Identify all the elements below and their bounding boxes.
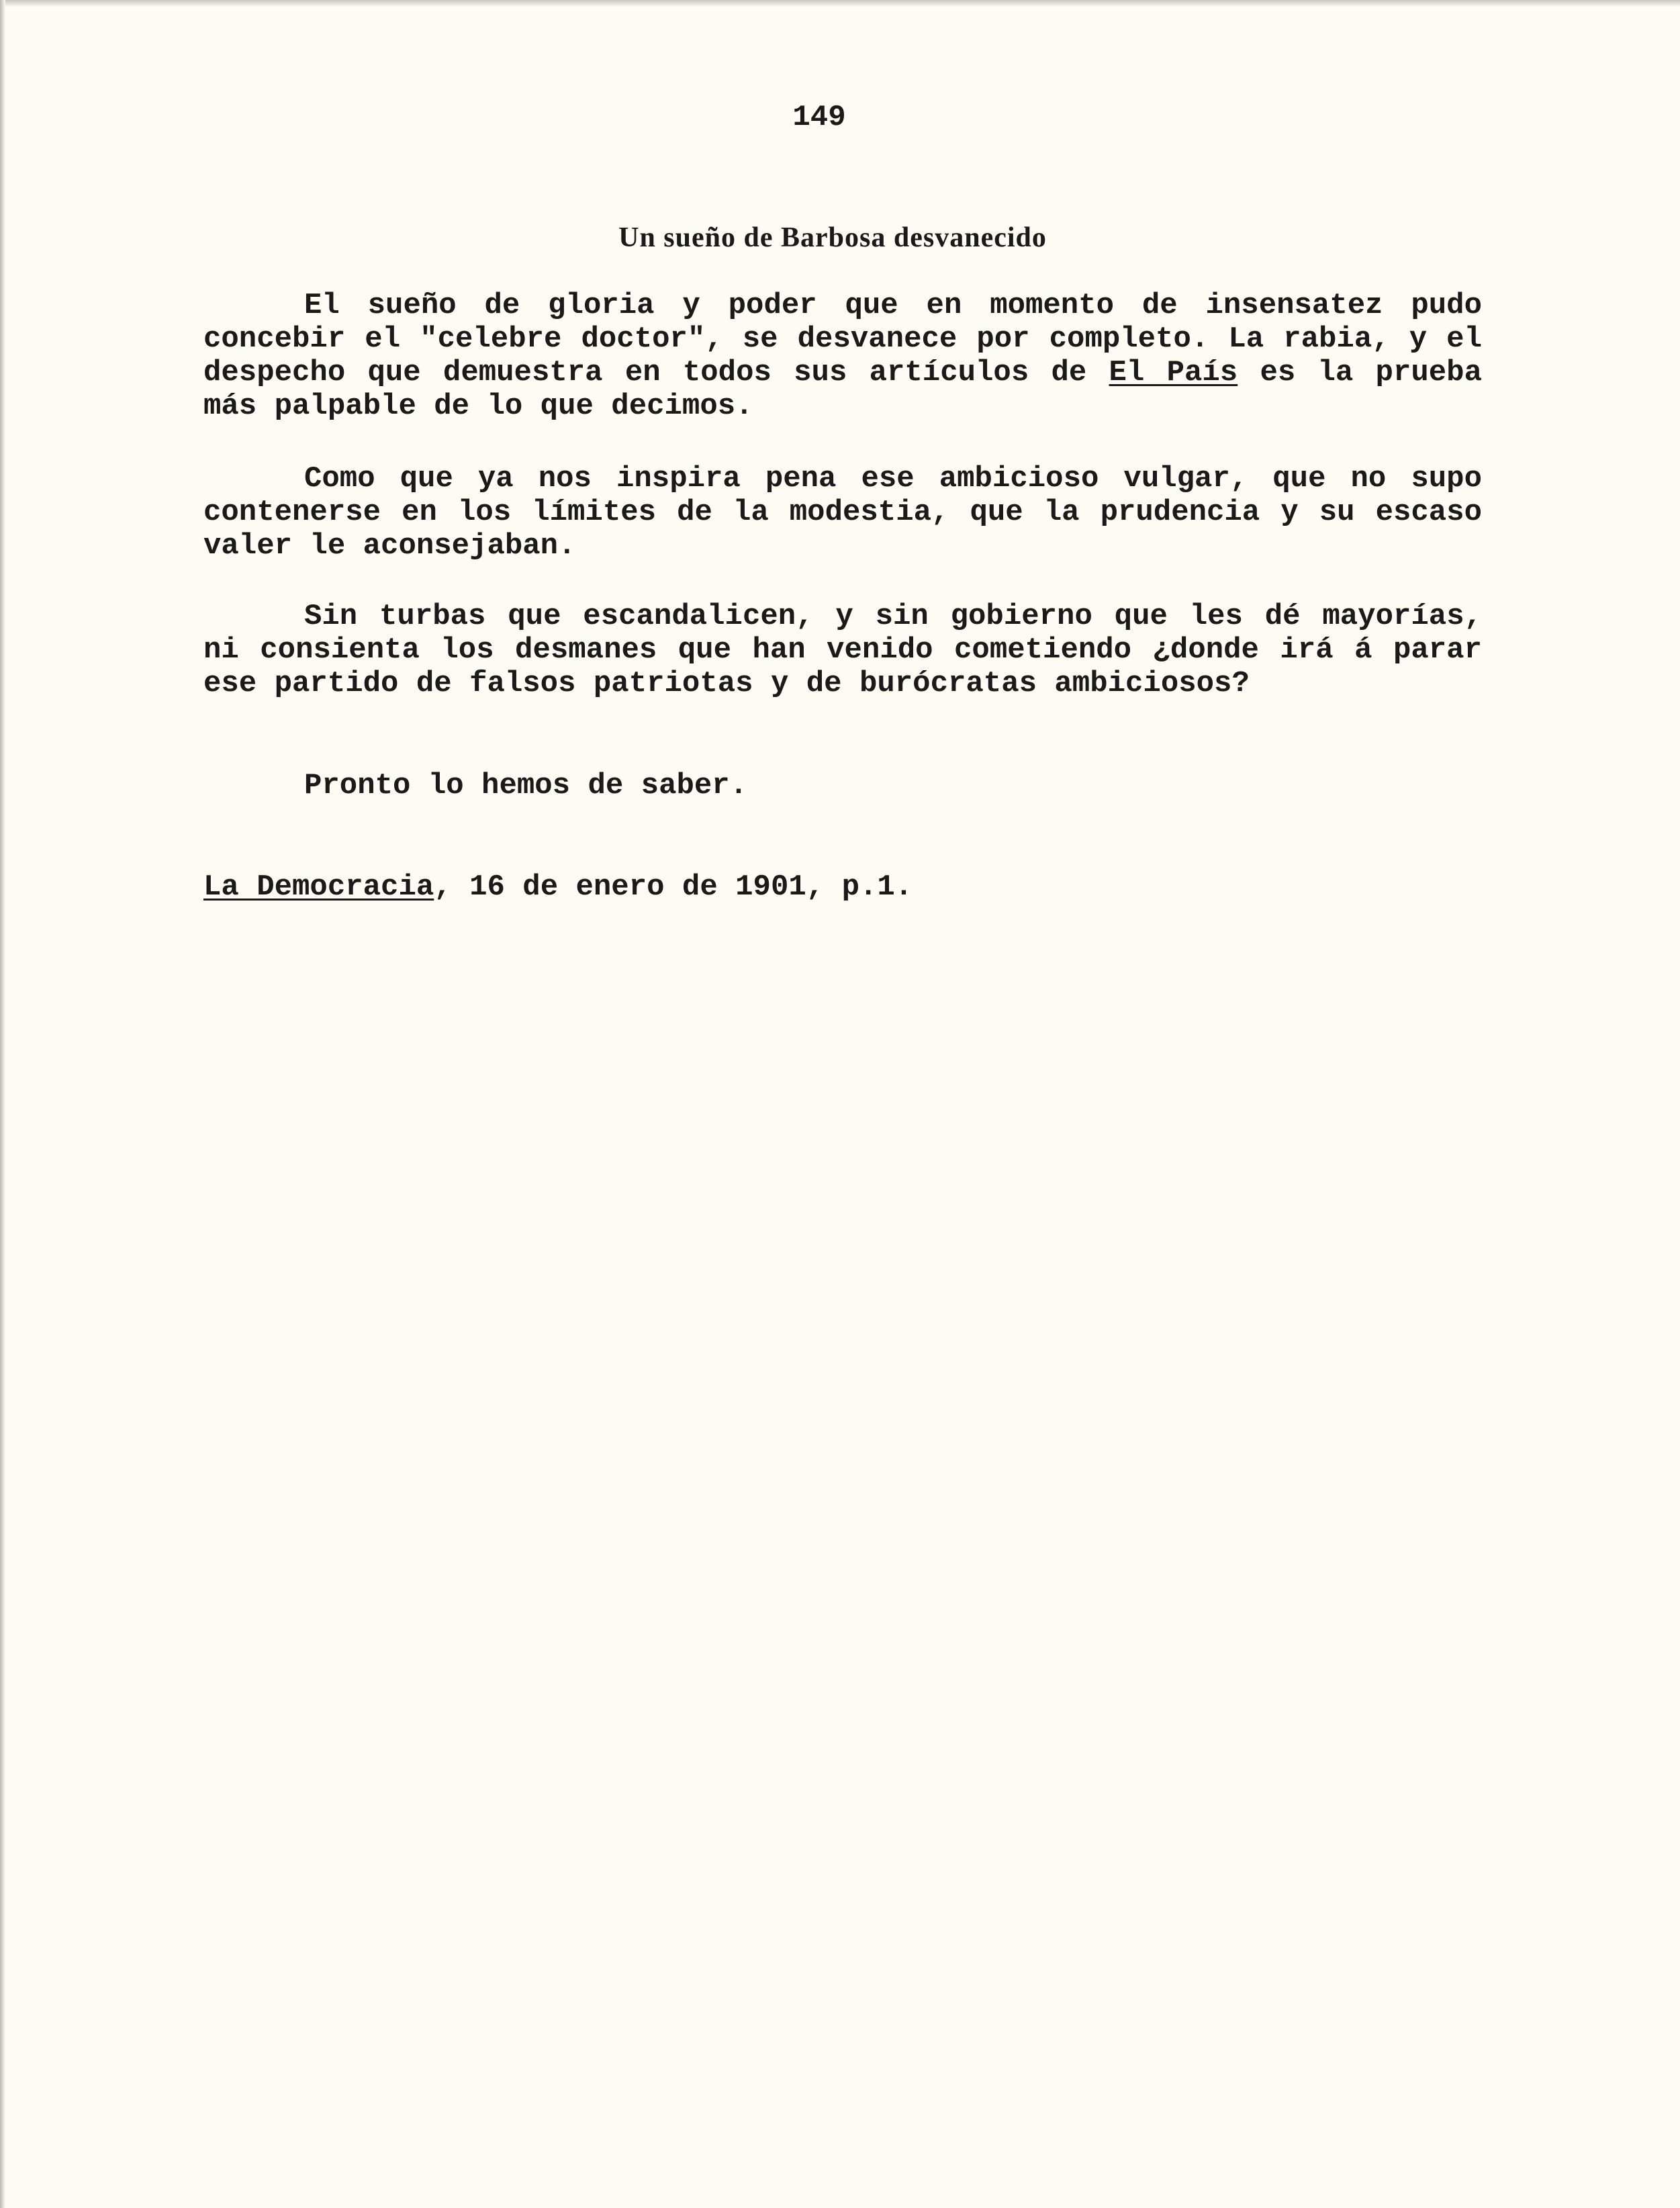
paragraph-1-end: es la prueba más palpable de lo que decimos. [203,356,1482,423]
source-publication: La Democracia [203,870,434,904]
page-number: 149 [792,101,846,134]
paragraph-1-text: El sueño de gloria y poder que en momento de insensatez pudo concebir el "celebre doctor", se desvanece por completo. La rabia, y el despecho que demuestra en todos sus artículos de [203,289,1482,389]
bleed-through-texture [188,960,1497,1632]
paragraph-3: Sin turbas que escandalicen, y sin gobierno que les dé mayorías, ni consienta los desmanes que han venido cometiendo ¿donde irá á parar ese partido de falsos patriotas y de burócratas ambiciosos? [203,600,1482,700]
paragraph-2: Como que ya nos inspira pena ese ambicioso vulgar, que no supo contenerse en los límites de la modestia, que la prudencia y su escaso valer le aconsejaban. [203,462,1482,563]
page-edge-top [0,0,1680,7]
source-details: , 16 de enero de 1901, p.1. [434,870,913,904]
article-title: Un sueño de Barbosa desvanecido [618,222,1047,253]
source-citation [203,870,913,904]
page-edge-left [0,0,5,2208]
paragraph-4: Pronto lo hemos de saber. [304,769,748,802]
newspaper-name: El País [1109,356,1238,389]
paragraph-1 [203,289,1482,423]
